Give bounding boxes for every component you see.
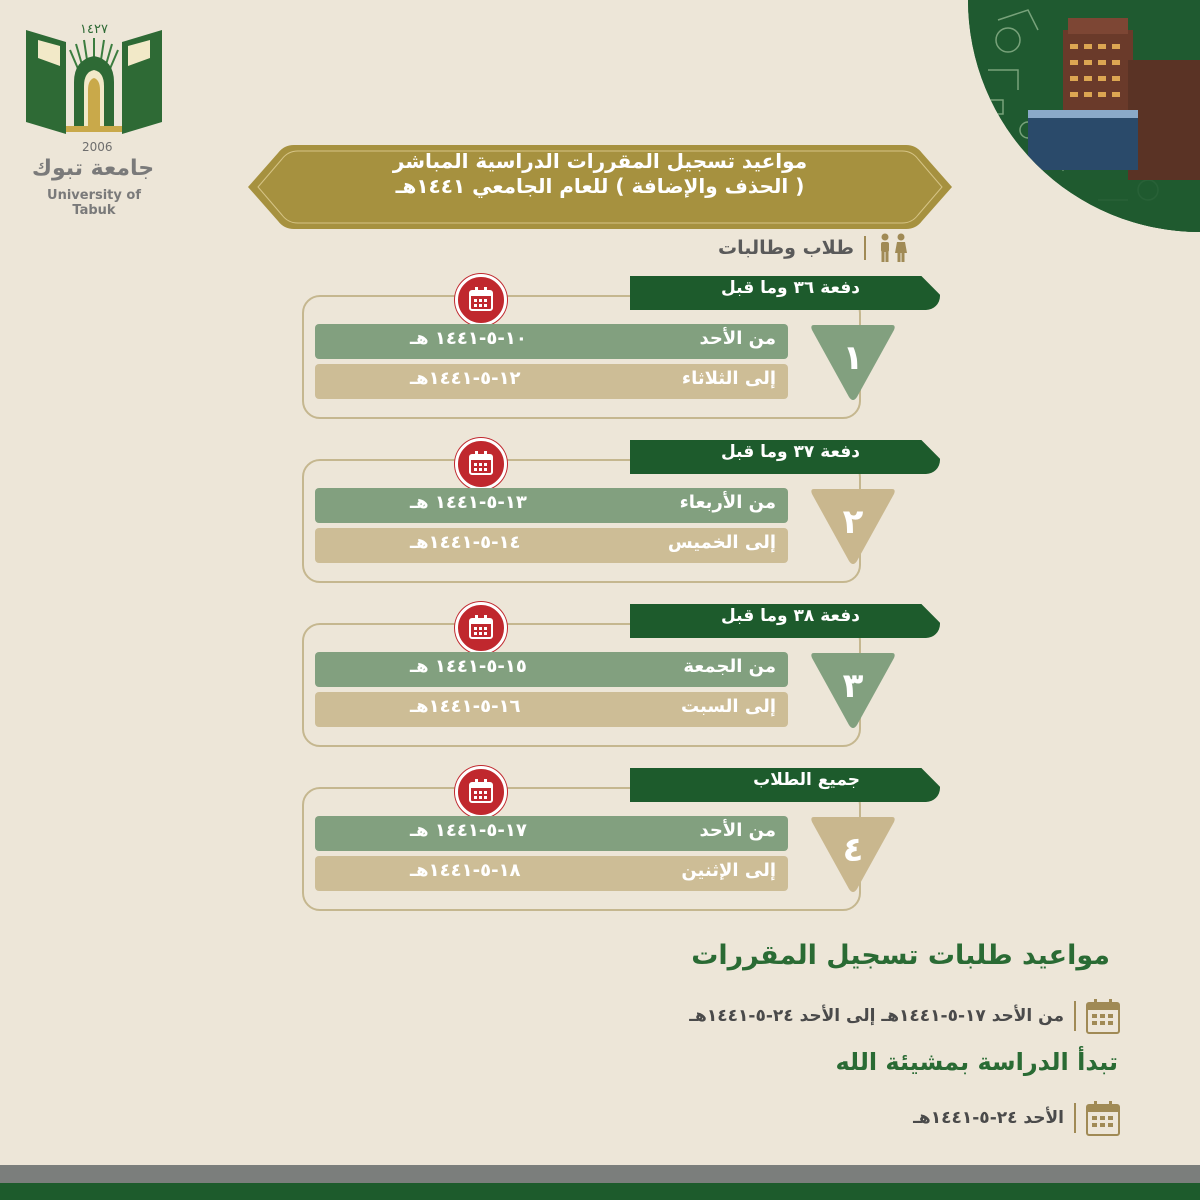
to-date: ١٤-٥-١٤٤١هـ bbox=[410, 532, 521, 553]
page-title bbox=[308, 149, 892, 199]
to-day: إلى الخميس bbox=[667, 532, 776, 553]
batch-number: ٢ bbox=[842, 502, 864, 542]
to-date: ١٦-٥-١٤٤١هـ bbox=[410, 696, 521, 717]
requests-dates bbox=[689, 996, 1120, 1036]
from-row bbox=[315, 652, 788, 687]
campus-photo bbox=[968, 0, 1200, 232]
to-row bbox=[315, 692, 788, 727]
campus-building-icon bbox=[968, 0, 1200, 232]
logo-year: 2006 bbox=[82, 140, 113, 154]
study-start-title: تبدأ الدراسة بمشيئة الله bbox=[835, 1048, 1118, 1076]
from-row bbox=[315, 816, 788, 851]
university-gate-logo-icon bbox=[26, 26, 162, 138]
requests-title: مواعيد طلبات تسجيل المقررات bbox=[691, 940, 1110, 971]
university-logo bbox=[24, 22, 164, 218]
from-day: من الأربعاء bbox=[679, 492, 776, 513]
title-banner bbox=[248, 145, 952, 229]
batch-label: جميع الطلاب bbox=[753, 770, 860, 790]
calendar-icon bbox=[455, 766, 507, 818]
from-day: من الأحد bbox=[699, 328, 776, 349]
calendar-icon bbox=[455, 602, 507, 654]
calendar-icon bbox=[455, 274, 507, 326]
footer-stripe-green bbox=[0, 1183, 1200, 1200]
to-date: ١٢-٥-١٤٤١هـ bbox=[410, 368, 521, 389]
batch-label: دفعة ٣٨ وما قبل bbox=[720, 606, 860, 626]
audience-text: طلاب وطالبات bbox=[718, 237, 854, 259]
batch-label: دفعة ٣٧ وما قبل bbox=[720, 442, 860, 462]
divider bbox=[864, 236, 866, 260]
batch-number: ٣ bbox=[842, 666, 864, 706]
to-day: إلى السبت bbox=[680, 696, 776, 717]
batch-card-3 bbox=[300, 606, 940, 750]
to-day: إلى الإثنين bbox=[681, 860, 776, 881]
title-line-1: مواعيد تسجيل المقررات الدراسية المباشر bbox=[392, 149, 808, 173]
from-row bbox=[315, 488, 788, 523]
audience-label bbox=[718, 232, 910, 264]
to-row bbox=[315, 364, 788, 399]
from-date: ١٠-٥-١٤٤١ هـ bbox=[410, 328, 527, 349]
from-date: ١٥-٥-١٤٤١ هـ bbox=[410, 656, 527, 677]
logo-hijri-year: ١٤٢٧ bbox=[80, 22, 108, 37]
divider bbox=[1074, 1001, 1076, 1031]
from-date: ١٣-٥-١٤٤١ هـ bbox=[410, 492, 527, 513]
logo-name-ar: جامعة تبوك bbox=[31, 156, 155, 181]
footer-stripe-gray bbox=[0, 1165, 1200, 1183]
calendar-icon bbox=[1086, 1100, 1120, 1136]
batch-label: دفعة ٣٦ وما قبل bbox=[720, 278, 860, 298]
from-day: من الجمعة bbox=[683, 656, 776, 677]
from-row bbox=[315, 324, 788, 359]
study-start-date bbox=[913, 1098, 1120, 1138]
divider bbox=[1074, 1103, 1076, 1133]
male-female-icon bbox=[876, 233, 910, 263]
to-row bbox=[315, 528, 788, 563]
batch-number: ٤ bbox=[842, 830, 864, 870]
batch-card-2 bbox=[300, 442, 940, 586]
logo-name-en: University of Tabuk bbox=[47, 188, 141, 218]
study-start-text: الأحد ٢٤-٥-١٤٤١هـ bbox=[913, 1108, 1064, 1128]
calendar-icon bbox=[1086, 998, 1120, 1034]
title-line-2: ( الحذف والإضافة ) للعام الجامعي ١٤٤١هـ bbox=[395, 174, 805, 198]
batch-card-4 bbox=[300, 770, 940, 914]
to-date: ١٨-٥-١٤٤١هـ bbox=[410, 860, 521, 881]
batch-card-1 bbox=[300, 278, 940, 422]
batch-number: ١ bbox=[842, 338, 864, 378]
to-row bbox=[315, 856, 788, 891]
requests-text: من الأحد ١٧-٥-١٤٤١هـ إلى الأحد ٢٤-٥-١٤٤١هـ bbox=[689, 1006, 1064, 1026]
from-day: من الأحد bbox=[699, 820, 776, 841]
calendar-icon bbox=[455, 438, 507, 490]
from-date: ١٧-٥-١٤٤١ هـ bbox=[410, 820, 527, 841]
to-day: إلى الثلاثاء bbox=[681, 368, 776, 389]
